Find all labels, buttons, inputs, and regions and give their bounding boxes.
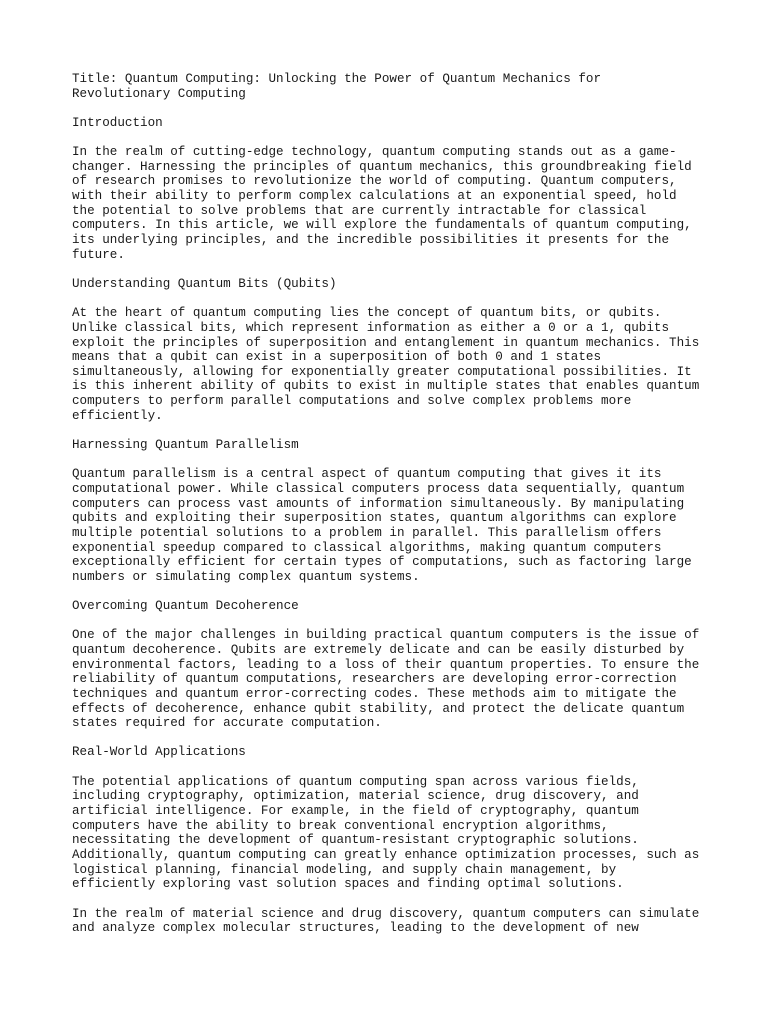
section-heading: Introduction	[72, 115, 163, 130]
paragraph-line: artificial intelligence. For example, in the field of cryptography, quantum	[72, 804, 639, 819]
paragraph-line: In the realm of cutting-edge technology, quantum computing stands out as a game-	[72, 145, 677, 160]
paragraph-line: qubits and exploiting their superposition states, quantum algorithms can explore	[72, 511, 677, 526]
paragraph-gap	[72, 101, 712, 116]
paragraph-line: techniques and quantum error-correcting codes. These methods aim to mitigate the	[72, 686, 677, 701]
paragraph-line: effects of decoherence, enhance qubit stability, and protect the delicate quantum	[72, 701, 685, 716]
document-title-line: Revolutionary Computing	[72, 86, 246, 101]
paragraph-line: is this inherent ability of qubits to exist in multiple states that enables quantum	[72, 379, 700, 394]
paragraph-line: exponential speedup compared to classical algorithms, making quantum computers	[72, 540, 662, 555]
paragraph-line: changer. Harnessing the principles of quantum mechanics, this groundbreaking field	[72, 159, 692, 174]
paragraph-line: exceptionally efficient for certain types of computations, such as factoring large	[72, 555, 692, 570]
paragraph-line: the potential to solve problems that are currently intractable for classical	[72, 203, 647, 218]
paragraph-gap	[72, 614, 712, 629]
paragraph-gap	[72, 584, 712, 599]
document-title-line: Title: Quantum Computing: Unlocking the Power of Quantum Mechanics for	[72, 72, 602, 86]
paragraph-gap	[72, 760, 712, 775]
paragraph-line: of research promises to revolutionize the world of computing. Quantum computers,	[72, 174, 677, 189]
paragraph-gap	[72, 892, 712, 907]
paragraph-line: multiple potential solutions to a problem in parallel. This parallelism offers	[72, 525, 662, 540]
paragraph-line: numbers or simulating complex quantum systems.	[72, 569, 420, 584]
paragraph-line: In the realm of material science and drug discovery, quantum computers can simulate	[72, 906, 700, 921]
paragraph-line: environmental factors, leading to a loss of their quantum properties. To ensure the	[72, 657, 700, 672]
paragraph-line: quantum decoherence. Qubits are extremely delicate and can be easily disturbed by	[72, 642, 685, 657]
paragraph-line: including cryptography, optimization, material science, drug discovery, and	[72, 789, 639, 804]
section-heading: Real-World Applications	[72, 745, 246, 760]
paragraph-line: Additionally, quantum computing can greatly enhance optimization processes, such as	[72, 847, 700, 862]
paragraph-gap	[72, 423, 712, 438]
paragraph-line: future.	[72, 247, 125, 262]
paragraph-line: computers can process vast amounts of information simultaneously. By manipulating	[72, 496, 685, 511]
paragraph-line: At the heart of quantum computing lies the concept of quantum bits, or qubits.	[72, 306, 662, 321]
paragraph-line: simultaneously, allowing for exponentially greater computational possibilities. It	[72, 364, 692, 379]
paragraph-line: efficiently exploring vast solution spaces and finding optimal solutions.	[72, 877, 624, 892]
paragraph-line: its underlying principles, and the incredible possibilities it presents for the	[72, 233, 670, 248]
paragraph-gap	[72, 292, 712, 307]
paragraph-line: computers to perform parallel computations and solve complex problems more	[72, 394, 632, 409]
section-heading: Harnessing Quantum Parallelism	[72, 438, 299, 453]
paragraph-line: and analyze complex molecular structures, leading to the development of new	[72, 921, 639, 936]
paragraph-line: efficiently.	[72, 408, 163, 423]
paragraph-line: One of the major challenges in building practical quantum computers is the issue of	[72, 628, 700, 643]
paragraph-line: with their ability to perform complex calculations at an exponential speed, hold	[72, 189, 677, 204]
paragraph-gap	[72, 262, 712, 277]
paragraph-line: Quantum parallelism is a central aspect of quantum computing that gives it its	[72, 467, 662, 482]
paragraph-gap	[72, 131, 712, 146]
paragraph-line: Unlike classical bits, which represent information as either a 0 or a 1, qubits	[72, 320, 670, 335]
paragraph-line: means that a qubit can exist in a superposition of both 0 and 1 states	[72, 350, 602, 365]
paragraph-line: states required for accurate computation.	[72, 716, 382, 731]
paragraph-line: The potential applications of quantum computing span across various fields,	[72, 774, 639, 789]
paragraph-line: necessitating the development of quantum-resistant cryptographic solutions.	[72, 833, 639, 848]
paragraph-gap	[72, 731, 712, 746]
document-body	[72, 72, 712, 936]
paragraph-line: exploit the principles of superposition and entanglement in quantum mechanics. This	[72, 335, 700, 350]
paragraph-gap	[72, 453, 712, 468]
section-heading: Overcoming Quantum Decoherence	[72, 599, 299, 614]
paragraph-line: logistical planning, financial modeling, and supply chain management, by	[72, 862, 617, 877]
paragraph-line: computers have the ability to break conventional encryption algorithms,	[72, 818, 609, 833]
paragraph-line: computational power. While classical computers process data sequentially, quantum	[72, 481, 685, 496]
section-heading: Understanding Quantum Bits (Qubits)	[72, 276, 337, 291]
paragraph-line: computers. In this article, we will explore the fundamentals of quantum computing,	[72, 218, 692, 233]
paragraph-line: reliability of quantum computations, researchers are developing error-correction	[72, 672, 677, 687]
